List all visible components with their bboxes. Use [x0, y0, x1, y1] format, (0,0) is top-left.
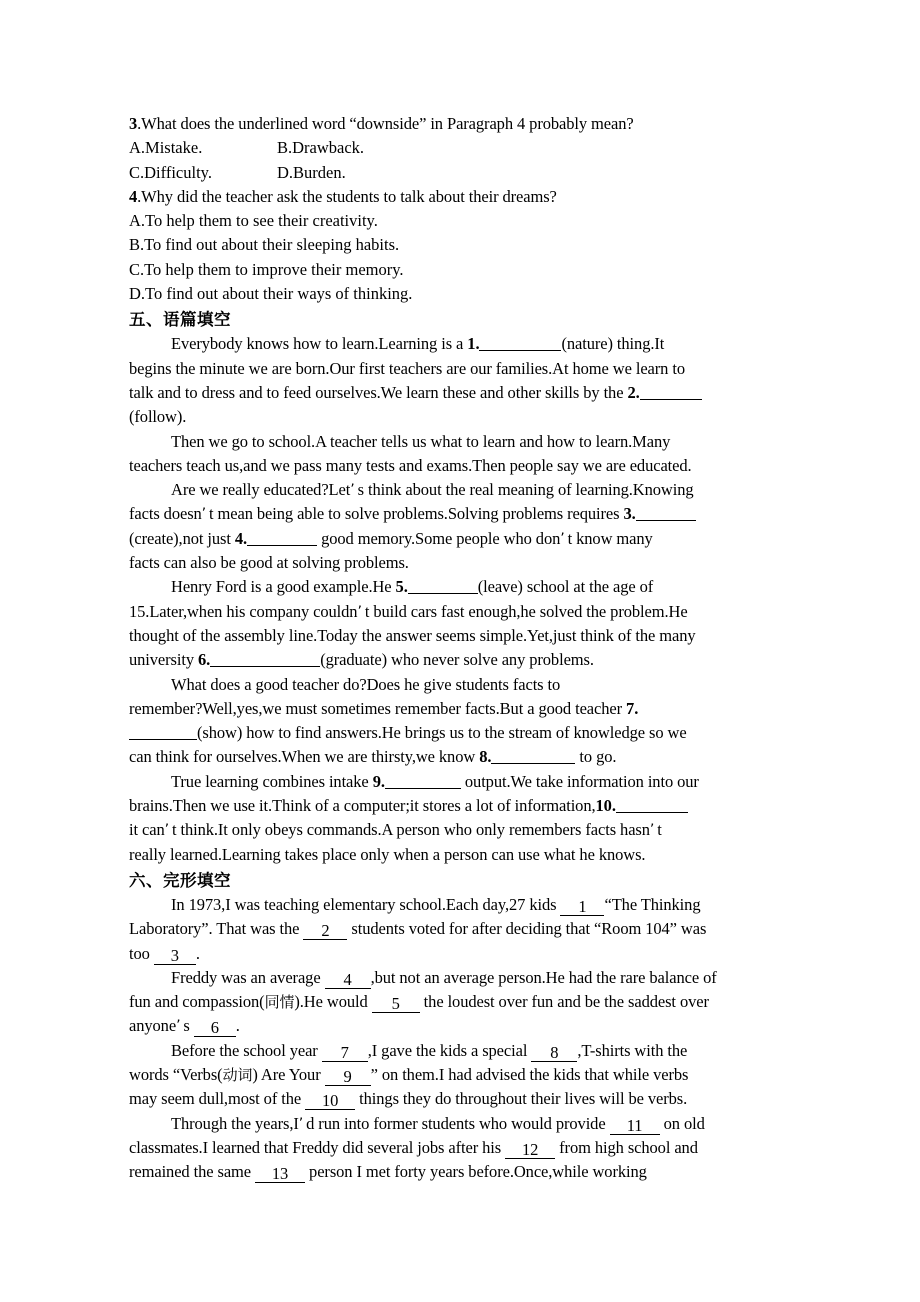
text-run: s — [183, 1016, 194, 1036]
text-run: things they do throughout their lives will be verbs. — [355, 1089, 688, 1109]
text-run: begins the minute we are born.Our first teachers are our families.At home we learn to — [129, 358, 685, 378]
cloze-blank[interactable]: 4 — [325, 972, 371, 989]
text-line — [129, 332, 791, 356]
text-line — [129, 917, 791, 941]
cloze-blank[interactable]: 3 — [154, 948, 196, 965]
text-line — [129, 843, 791, 867]
paragraph — [129, 893, 791, 966]
text-run: the loudest over fun and be the saddest over — [419, 992, 709, 1012]
text-run: (nature) thing.It — [561, 334, 665, 354]
text-run: to go. — [575, 747, 617, 767]
answer-blank[interactable] — [640, 386, 702, 400]
text-run: classmates.I learned that Freddy did several jobs after his — [129, 1137, 506, 1157]
option-choice[interactable]: B.Drawback. — [277, 138, 365, 158]
text-line — [129, 1112, 791, 1136]
section-six-body — [129, 893, 791, 1185]
text-run: person I met forty years before.Once,while working — [305, 1162, 647, 1182]
text-line — [129, 697, 791, 721]
blank-number: 8. — [479, 747, 492, 767]
text-run: 15.Later,when his company couldn — [129, 601, 358, 621]
option-row — [129, 136, 791, 160]
cloze-blank[interactable]: 5 — [372, 996, 420, 1013]
answer-blank[interactable] — [408, 580, 478, 594]
text-line — [129, 818, 791, 842]
text-run: ,T-shirts with the — [577, 1040, 688, 1060]
text-line — [129, 1087, 791, 1111]
text-line — [129, 794, 791, 818]
text-run: can think for ourselves.When we are thirsty,we know — [129, 747, 480, 767]
answer-blank[interactable] — [491, 750, 575, 764]
blank-number: 1. — [467, 334, 480, 354]
text-run: . — [235, 1016, 240, 1036]
cloze-blank[interactable]: 8 — [531, 1045, 577, 1062]
text-run: Through the years,I — [171, 1113, 299, 1133]
text-line — [129, 381, 791, 405]
blank-number: 5. — [395, 577, 408, 597]
paragraph — [129, 966, 791, 1039]
cloze-blank[interactable]: 11 — [610, 1118, 660, 1135]
apostrophe-glyph: ’ — [298, 1115, 304, 1132]
text-line — [129, 673, 791, 697]
text-run: (leave) school at the age of — [477, 577, 654, 597]
text-run: s think about the real meaning of learning.Knowing — [357, 480, 694, 500]
text-run: remember?Well,yes,we must sometimes remember facts.But a good teacher — [129, 698, 627, 718]
text-run: words “Verbs( — [129, 1064, 223, 1084]
text-run: t know many — [567, 528, 653, 548]
cloze-blank[interactable]: 6 — [194, 1020, 236, 1037]
blank-number: 4. — [234, 528, 248, 548]
text-run: Henry Ford is a good example.He — [171, 577, 396, 597]
text-run: it can — [129, 820, 165, 840]
text-line — [129, 1063, 791, 1087]
text-line — [129, 942, 791, 966]
text-run: t mean being able to solve problems.Solving problems requires — [209, 504, 624, 524]
text-line — [129, 405, 791, 429]
text-line — [129, 551, 791, 575]
chinese-gloss: 同情 — [264, 993, 295, 1012]
text-run: Before the school year — [171, 1040, 322, 1060]
text-run: teachers teach us,and we pass many tests and exams.Then people say we are educated. — [129, 455, 692, 475]
blank-number: 2. — [627, 382, 640, 402]
blank-number: 10. — [595, 796, 616, 816]
text-run: facts doesn — [129, 504, 202, 524]
paragraph — [129, 478, 791, 575]
option-choice[interactable]: D.To find out about their ways of thinking. — [129, 284, 413, 304]
apostrophe-glyph: ’ — [357, 603, 362, 620]
text-line — [129, 575, 791, 599]
option-choice[interactable]: C.Difficulty. — [129, 162, 212, 182]
text-line — [129, 1014, 791, 1038]
text-run: talk and to dress and to feed ourselves.We learn these and other skills by the — [129, 382, 628, 402]
text-run: output.We take information into our — [460, 771, 699, 791]
cloze-blank[interactable]: 7 — [322, 1045, 368, 1062]
text-run: remained the same — [129, 1162, 256, 1182]
option-choice[interactable]: A.Mistake. — [129, 138, 203, 158]
text-run: (show) how to find answers.He brings us to the stream of knowledge so we — [197, 723, 687, 743]
answer-blank[interactable] — [247, 532, 317, 546]
text-run: (create),not just — [129, 528, 235, 548]
text-line — [129, 893, 791, 917]
text-line — [129, 357, 791, 381]
question-stem — [129, 112, 791, 136]
answer-blank[interactable] — [210, 653, 320, 667]
reading-questions-block — [129, 112, 791, 306]
text-line — [129, 1160, 791, 1184]
text-run: t build cars fast enough,he solved the problem.He — [364, 601, 688, 621]
text-run: Then we go to school.A teacher tells us what to learn and how to learn.Many — [171, 431, 671, 451]
text-run: . — [195, 943, 200, 963]
cloze-blank[interactable]: 12 — [505, 1142, 555, 1159]
paragraph — [129, 332, 791, 429]
section-five-body — [129, 332, 791, 867]
text-run: (graduate) who never solve any problems. — [320, 650, 594, 670]
paragraph — [129, 575, 791, 672]
text-line — [129, 624, 791, 648]
text-line — [129, 502, 791, 526]
text-run: t think.It only obeys commands.A person who only remembers facts hasn — [171, 820, 650, 840]
text-run: ,but not an average person.He had the rare balance of — [370, 967, 717, 987]
text-run: ,I gave the kids a special — [367, 1040, 532, 1060]
text-run: Laboratory”. That was the — [129, 919, 304, 939]
question-text: .Why did the teacher ask the students to talk about their dreams? — [137, 186, 557, 206]
question-number: 3 — [129, 114, 138, 133]
text-line — [129, 527, 791, 551]
apostrophe-glyph: ’ — [201, 506, 207, 523]
answer-blank[interactable] — [479, 337, 561, 351]
text-run: good memory.Some people who don — [317, 528, 561, 548]
section-six-heading: 六、完形填空 — [129, 870, 231, 890]
text-line — [129, 721, 791, 745]
answer-blank[interactable] — [636, 507, 696, 521]
text-run: What does a good teacher do?Does he give students facts to — [171, 674, 561, 694]
text-run: really learned.Learning takes place only when a person can use what he knows. — [129, 844, 646, 864]
text-run: may seem dull,most of the — [129, 1089, 306, 1109]
paragraph — [129, 673, 791, 770]
text-line — [129, 966, 791, 990]
text-run: Freddy was an average — [171, 967, 325, 987]
cloze-blank[interactable]: 2 — [303, 923, 347, 940]
text-run: t — [657, 820, 662, 840]
text-run: brains.Then we use it.Think of a computer;it stores a lot of information, — [129, 796, 596, 816]
question-text: .What does the underlined word “downside” in Paragraph 4 probably mean? — [137, 114, 634, 133]
cloze-blank[interactable]: 1 — [560, 899, 604, 916]
text-run: facts can also be good at solving problems. — [129, 553, 409, 573]
text-run: anyone — [129, 1016, 177, 1036]
question-number: 4 — [129, 186, 138, 206]
text-run: (follow). — [129, 407, 187, 427]
text-line — [129, 454, 791, 478]
chinese-gloss: 动词 — [222, 1065, 253, 1084]
blank-number: 3. — [623, 504, 636, 524]
text-line — [129, 1039, 791, 1063]
answer-blank[interactable] — [385, 775, 461, 789]
blank-number: 6. — [198, 650, 211, 670]
text-run: ) Are Your — [252, 1064, 325, 1084]
apostrophe-glyph: ’ — [176, 1018, 181, 1035]
cloze-blank[interactable]: 13 — [255, 1166, 305, 1183]
option-choice[interactable]: D.Burden. — [277, 162, 346, 182]
text-line — [129, 770, 791, 794]
option-row — [129, 161, 791, 185]
option-choice[interactable]: A.To help them to see their creativity. — [129, 211, 378, 231]
section-five-heading: 五、语篇填空 — [129, 310, 231, 330]
text-line — [129, 430, 791, 454]
text-line — [129, 478, 791, 502]
paragraph — [129, 770, 791, 867]
answer-blank[interactable] — [616, 799, 688, 813]
apostrophe-glyph: ’ — [649, 822, 655, 839]
text-run: ” on them.I had advised the kids that while verbs — [370, 1064, 689, 1084]
text-run: on old — [659, 1113, 705, 1133]
text-run: Are we really educated?Let — [171, 480, 351, 500]
apostrophe-glyph: ’ — [164, 822, 169, 839]
text-run: students voted for after deciding that “Room 104” was — [347, 919, 707, 939]
text-run: ).He would — [294, 992, 372, 1012]
text-run: university — [129, 650, 199, 670]
option-choice[interactable]: C.To help them to improve their memory. — [129, 259, 404, 279]
text-line — [129, 990, 791, 1014]
text-run: True learning combines intake — [171, 771, 373, 791]
blank-number: 7. — [626, 698, 639, 718]
text-run: d run into former students who would provide — [306, 1113, 610, 1133]
question-stem — [129, 185, 791, 209]
text-run: from high school and — [555, 1137, 698, 1157]
text-run: too — [129, 943, 154, 963]
text-line — [129, 1136, 791, 1160]
worksheet-page — [129, 112, 791, 1184]
apostrophe-glyph: ’ — [350, 482, 355, 499]
text-line — [129, 745, 791, 769]
cloze-blank[interactable]: 9 — [325, 1069, 371, 1086]
text-line — [129, 648, 791, 672]
paragraph — [129, 430, 791, 479]
text-line — [129, 600, 791, 624]
text-run: “The Thinking — [604, 894, 701, 914]
blank-number: 9. — [372, 771, 385, 791]
paragraph — [129, 1112, 791, 1185]
apostrophe-glyph: ’ — [560, 530, 565, 547]
text-run: Everybody knows how to learn.Learning is a — [171, 334, 468, 354]
option-choice[interactable]: B.To find out about their sleeping habits. — [129, 235, 400, 255]
cloze-blank[interactable]: 10 — [305, 1093, 355, 1110]
paragraph — [129, 1039, 791, 1112]
answer-blank[interactable] — [129, 726, 197, 740]
text-run: thought of the assembly line.Today the answer seems simple.Yet,just think of the many — [129, 625, 696, 645]
text-run: In 1973,I was teaching elementary school.Each day,27 kids — [171, 894, 561, 914]
text-run: fun and compassion( — [129, 992, 265, 1012]
